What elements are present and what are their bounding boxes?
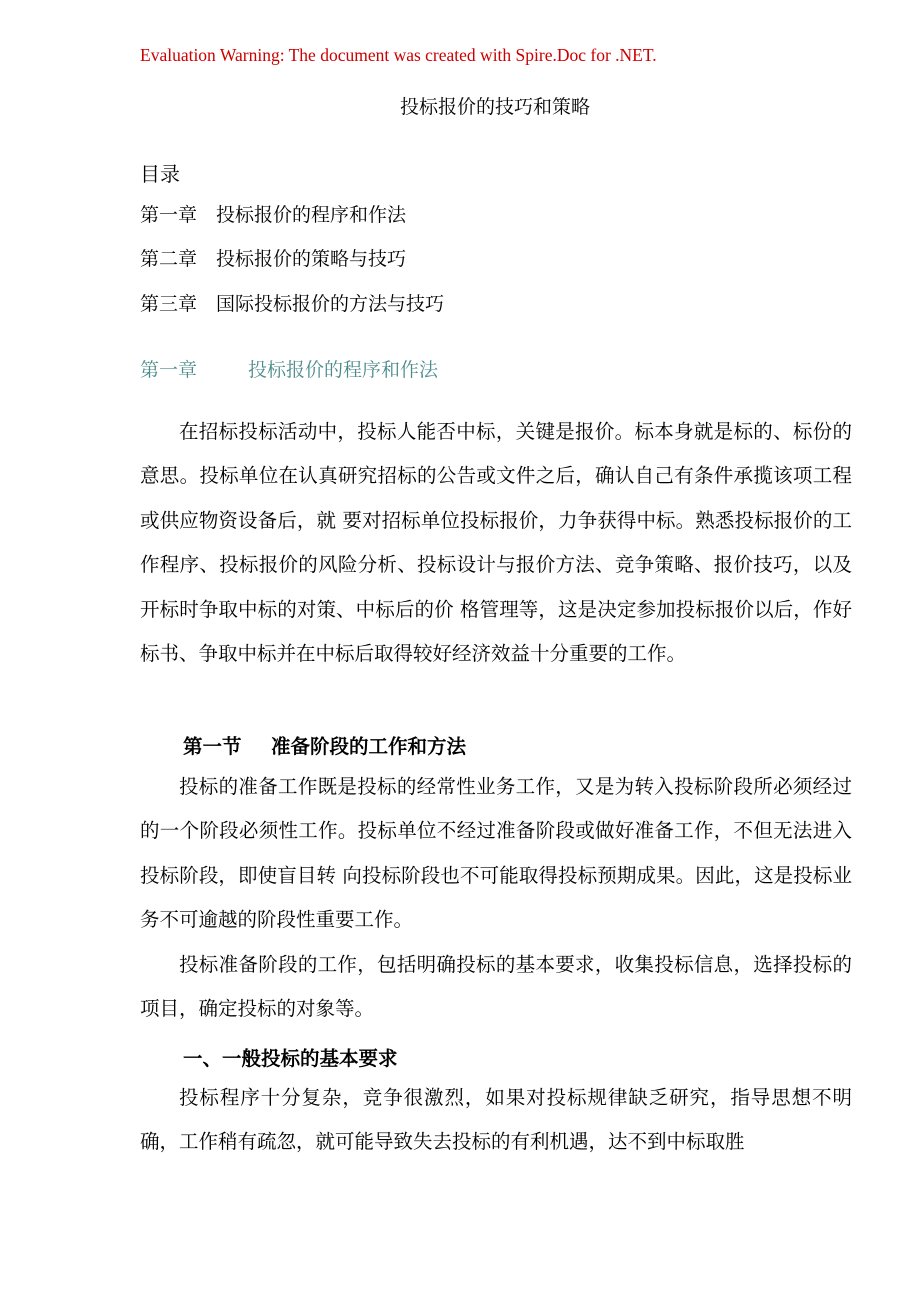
document-title: 投标报价的技巧和策略 [399, 96, 590, 118]
section-title: 准备阶段的工作和方法 [271, 735, 467, 758]
toc-item-title: 投标报价的策略与技巧 [216, 248, 407, 270]
section-heading [183, 731, 466, 759]
subsection-title: 一般投标的基本要求 [222, 1047, 398, 1070]
evaluation-warning: Evaluation Warning: The document was created with Spire.Doc for .NET. [140, 45, 657, 65]
toc-item[interactable] [140, 244, 406, 271]
intro-paragraph: 在招标投标活动中，投标人能否中标，关键是报价。标本身就是标的、标份的意思。投标单位在认真研究招标的公告或文件之后，确认自己有条件承揽该项工程或供应物资设备后，就 要对招标单位投标报价，力争获得中标。熟悉投标报价的工作程序、投标报价的风险分析、投标设计与报价方法、竞争策略、报价技巧，以及开标时争取中标的对策、中标后的价 格管理等，这是决定参加投标报价以后，作好标书、争取中标并在中标后取得较好经济效益十分重要的工作。 [140, 420, 852, 666]
paragraph: 投标的准备工作既是投标的经常性业务工作，又是为转入投标阶段所必须经过的一个阶段必须性工作。投标单位不经过准备阶段或做好准备工作，不但无法进入投标阶段，即使盲目转 向投标阶段也不可能取得投标预期成果。因此，这是投标业务不可逾越的阶段性重要工作。 [140, 775, 852, 932]
subsection-heading [183, 1043, 398, 1071]
paragraph: 投标程序十分复杂，竞争很激烈，如果对投标规律缺乏研究，指导思想不明确，工作稍有疏忽，就可能导致失去投标的有利机遇，达不到中标取胜 [140, 1086, 852, 1154]
chapter-number: 第一章 [140, 359, 198, 381]
toc-item-number: 第三章 [140, 293, 198, 315]
paragraph: 投标准备阶段的工作，包括明确投标的基本要求，收集投标信息，选择投标的项目，确定投标的对象等。 [140, 953, 852, 1021]
chapter-title: 投标报价的程序和作法 [248, 359, 439, 381]
toc-item-title: 国际投标报价的方法与技巧 [216, 293, 445, 315]
toc-item-number: 第二章 [140, 248, 198, 270]
section-number: 第一节 [183, 735, 242, 758]
toc-item[interactable] [140, 289, 444, 316]
subsection-number: 一、 [183, 1047, 223, 1070]
toc-heading: 目录 [140, 162, 180, 186]
toc-item[interactable] [140, 200, 406, 227]
chapter-heading [140, 355, 438, 382]
toc-item-title: 投标报价的程序和作法 [216, 204, 407, 226]
toc-item-number: 第一章 [140, 204, 198, 226]
